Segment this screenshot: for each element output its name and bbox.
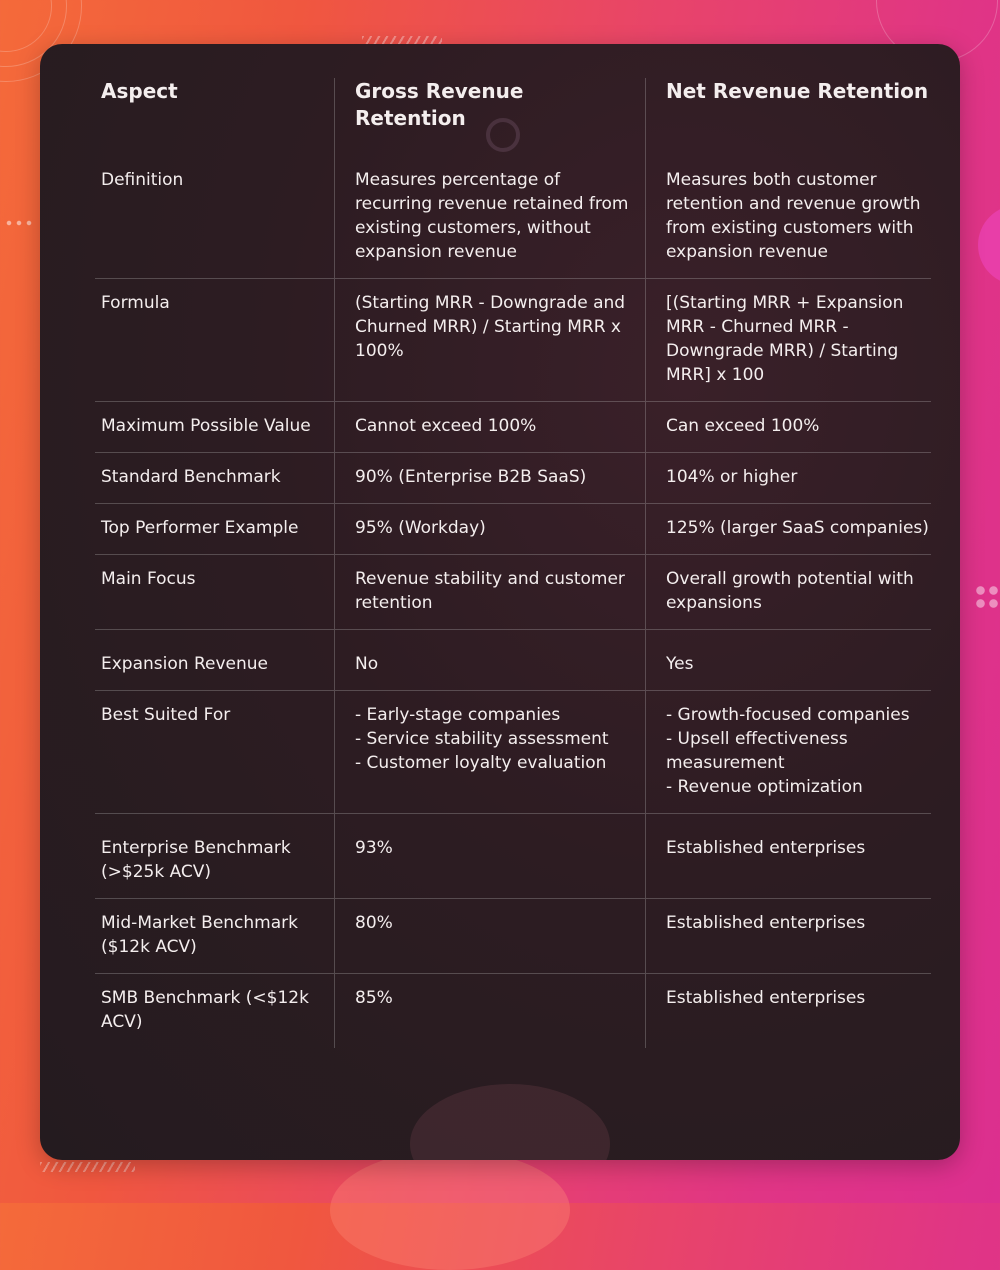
gross-list: - Early-stage companies - Service stability assessment - Customer loyalty evaluation [355, 705, 609, 773]
gross-cell: Cannot exceed 100% [335, 402, 646, 453]
decorative-ring [0, 0, 52, 52]
net-cell: Established enterprises [646, 974, 932, 1049]
gross-cell: (Starting MRR - Downgrade and Churned MRR) / Starting MRR x 100% [335, 279, 646, 402]
retention-comparison-table [95, 78, 931, 1048]
gross-cell: 80% [335, 899, 646, 974]
net-cell: Yes [646, 630, 932, 691]
decorative-blob [330, 1150, 570, 1270]
gross-cell: Measures percentage of recurring revenue retained from existing customers, without expansion revenue [335, 156, 646, 279]
net-cell: [(Starting MRR + Expansion MRR - Churned MRR - Downgrade MRR) / Starting MRR] x 100 [646, 279, 932, 402]
aspect-cell: Top Performer Example [95, 504, 335, 555]
aspect-cell: Definition [101, 170, 184, 190]
table-row [95, 814, 931, 899]
aspect-cell: Expansion Revenue [95, 630, 335, 691]
table-row [95, 899, 931, 974]
net-cell: 104% or higher [646, 453, 932, 504]
gross-cell: 95% (Workday) [335, 504, 646, 555]
net-cell: Measures both customer retention and revenue growth from existing customers with expansion revenue [646, 156, 932, 279]
column-header-gross-revenue-retention: Gross Revenue Retention [335, 78, 646, 156]
table-row [95, 691, 931, 814]
aspect-cell: Formula [95, 279, 335, 402]
table-row [95, 453, 931, 504]
net-cell [646, 691, 932, 814]
aspect-cell: Maximum Possible Value [95, 402, 335, 453]
table-row [95, 279, 931, 402]
comparison-card [40, 44, 960, 1160]
column-header-aspect: Aspect [101, 79, 178, 103]
aspect-cell: Mid-Market Benchmark ($12k ACV) [95, 899, 335, 974]
column-header-net-revenue-retention: Net Revenue Retention [646, 78, 932, 156]
decorative-stripes [40, 1162, 135, 1172]
decorative-dots [4, 220, 36, 226]
aspect-cell: Standard Benchmark [95, 453, 335, 504]
decorative-stripes [362, 36, 442, 44]
aspect-cell: SMB Benchmark (<$12k ACV) [95, 974, 335, 1049]
gross-cell [335, 691, 646, 814]
table-row [95, 156, 931, 279]
table-row [95, 630, 931, 691]
table-row [95, 974, 931, 1049]
table-row [95, 402, 931, 453]
aspect-cell: Enterprise Benchmark (>$25k ACV) [95, 814, 335, 899]
gross-cell: Revenue stability and customer retention [335, 555, 646, 630]
gross-cell: 85% [335, 974, 646, 1049]
decorative-dots [974, 584, 1000, 610]
table-row [95, 555, 931, 630]
table-row [95, 504, 931, 555]
gross-cell: No [335, 630, 646, 691]
gross-cell: 93% [335, 814, 646, 899]
net-cell: 125% (larger SaaS companies) [646, 504, 932, 555]
net-cell: Established enterprises [646, 899, 932, 974]
net-cell: Can exceed 100% [646, 402, 932, 453]
decorative-circle [978, 205, 1000, 285]
net-list: - Growth-focused companies - Upsell effectiveness measurement - Revenue optimization [666, 705, 910, 797]
gross-cell: 90% (Enterprise B2B SaaS) [335, 453, 646, 504]
decorative-blob [410, 1084, 610, 1160]
net-cell: Established enterprises [646, 814, 932, 899]
aspect-cell: Main Focus [95, 555, 335, 630]
aspect-cell: Best Suited For [95, 691, 335, 814]
net-cell: Overall growth potential with expansions [646, 555, 932, 630]
table-header-row [95, 78, 931, 156]
